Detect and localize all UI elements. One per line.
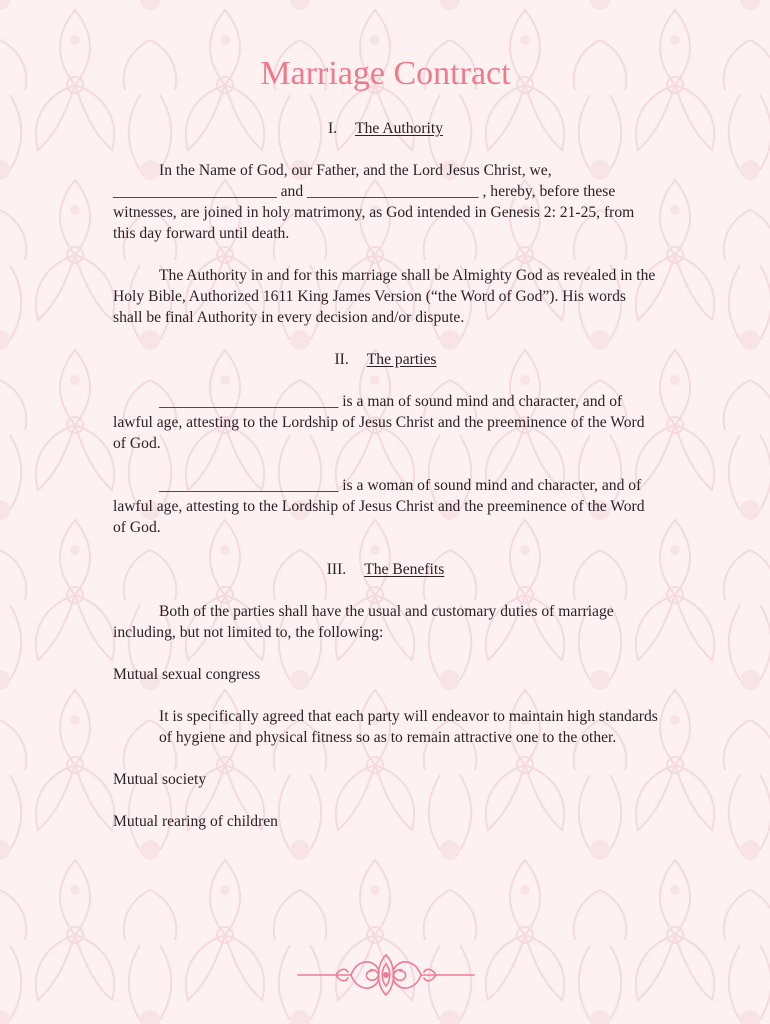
section-heading-benefits — [113, 559, 658, 580]
benefit-item-society: Mutual society — [113, 771, 207, 788]
paragraph-woman: _______________________ is a woman of sound mind and character, and of lawful age, attesting to the Lordship of Jesus Christ and the preeminence of the Word of God. — [113, 477, 645, 536]
page-title: Marriage Contract — [260, 55, 511, 92]
paragraph-authority: The Authority in and for this marriage shall be Almighty God as revealed in the Holy Bible, Authorized 1611 King James Version (“the Word of God”). His words shall be final Authority in every decision and/or dispute. — [113, 267, 656, 326]
section-heading-authority — [113, 118, 658, 139]
document-body — [113, 52, 658, 853]
section-title: The Authority — [355, 120, 443, 137]
paragraph-invocation: In the Name of God, our Father, and the Lord Jesus Christ, we, _____________________ and ______________________ , hereby, before these witnesses, are joined in holy matrimony, as God intended in Genesis 2: 21-25, from this day forward until death. — [113, 162, 635, 242]
section-number: II. — [334, 351, 349, 368]
benefit-item-sexual-congress: Mutual sexual congress — [113, 666, 261, 683]
section-number: III. — [326, 561, 347, 578]
paragraph-man: _______________________ is a man of sound mind and character, and of lawful age, attesting to the Lordship of Jesus Christ and the preeminence of the Word of God. — [113, 393, 645, 452]
section-title: The parties — [366, 351, 437, 368]
paragraph-benefits-intro: Both of the parties shall have the usual and customary duties of marriage including, but not limited to, the following: — [113, 603, 614, 641]
section-number: I. — [327, 120, 338, 137]
section-title: The Benefits — [364, 561, 445, 578]
section-heading-parties — [113, 349, 658, 370]
floral-flourish-icon — [296, 950, 476, 1000]
benefit-item-children: Mutual rearing of children — [113, 813, 278, 830]
benefit-item-detail: It is specifically agreed that each party will endeavor to maintain high standards of hygiene and physical fitness so as to remain attractive one to the other. — [159, 708, 658, 746]
